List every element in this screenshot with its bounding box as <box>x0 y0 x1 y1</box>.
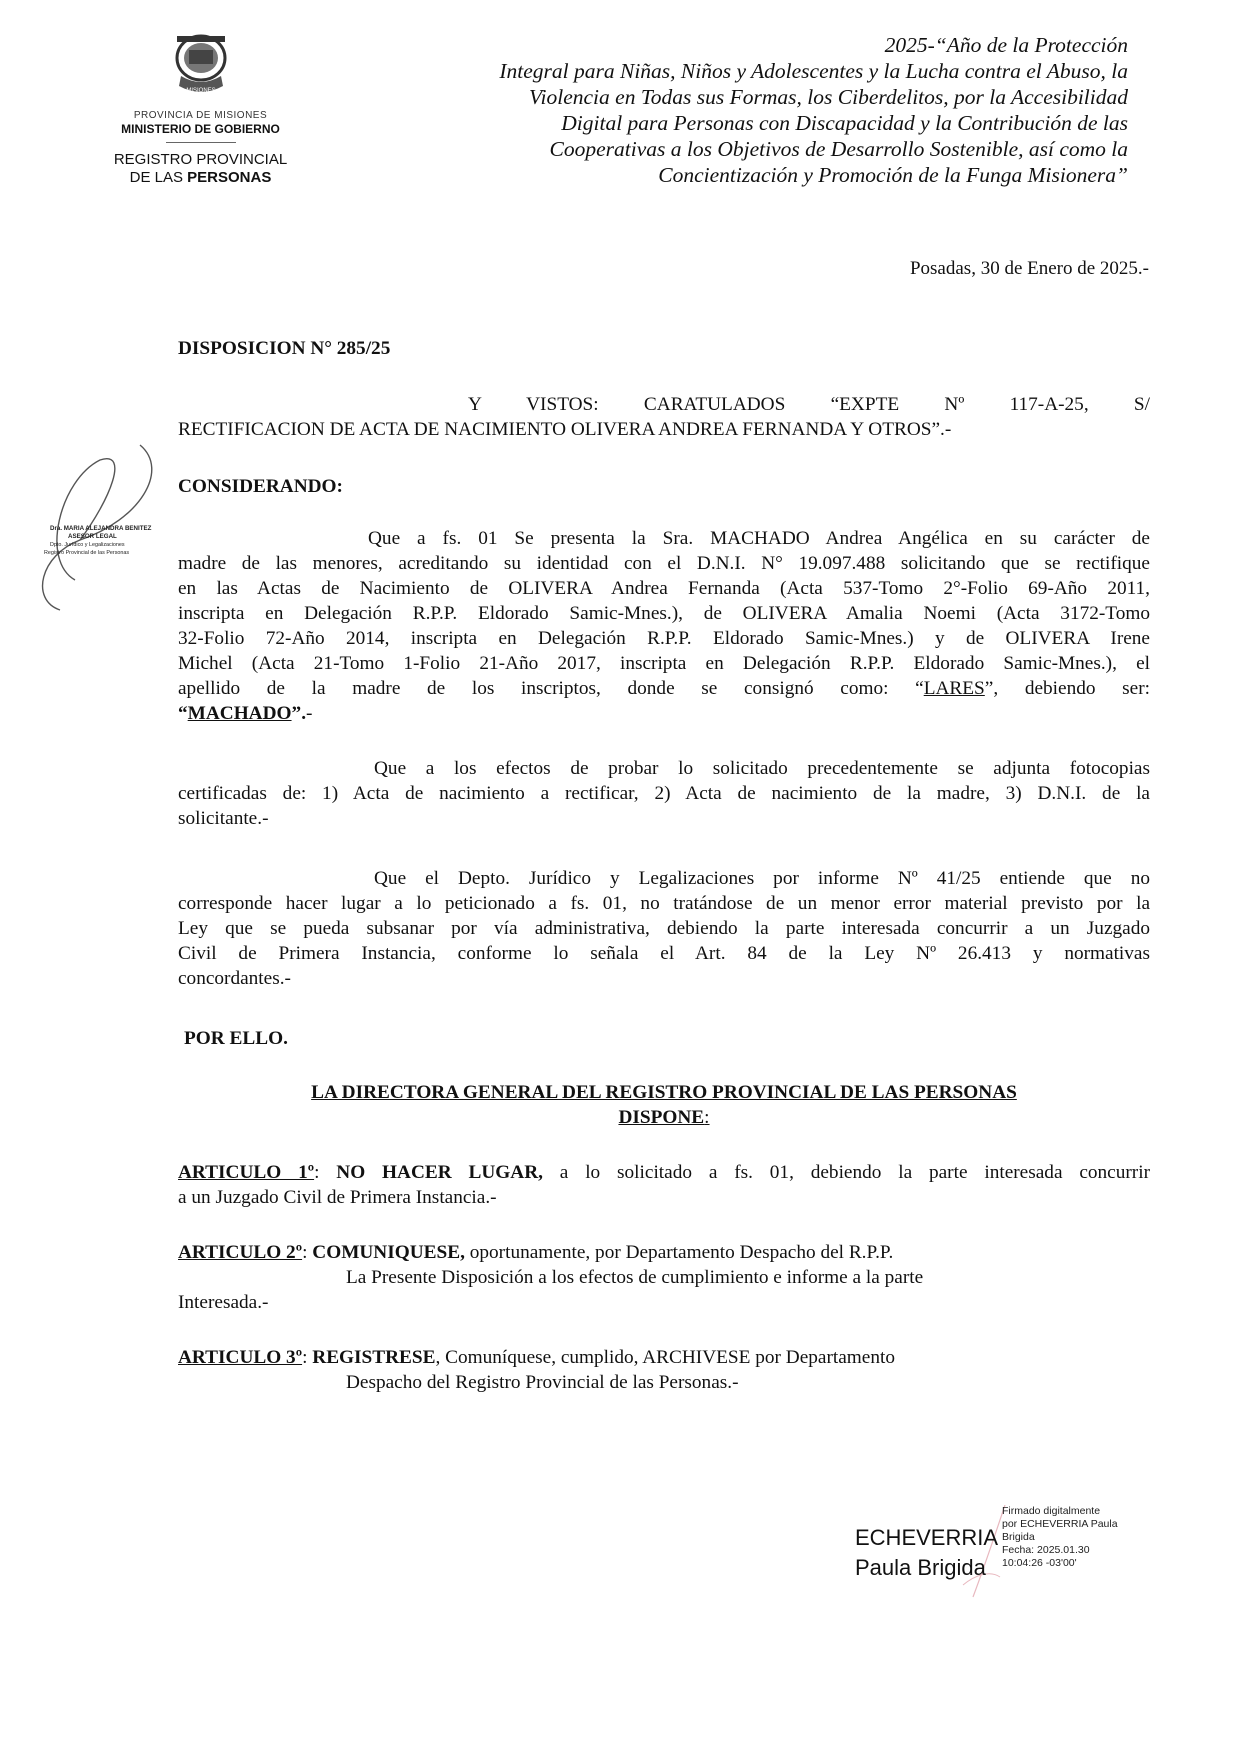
digital-signature <box>855 1505 1145 1605</box>
signature-details: Firmado digitalmente por ECHEVERRIA Paula Brigida Fecha: 2025.01.30 10:04:26 -03'00' <box>1002 1505 1118 1569</box>
paragraph-line: corresponde hacer lugar a lo peticionado a fs. 01, no tratándose de un menor error material previsto por la <box>178 893 1150 914</box>
registry-name-line2: DE LAS PERSONAS <box>129 169 272 186</box>
paragraph-line: en las Actas de Nacimiento de OLIVERA Andrea Fernanda (Acta 537-Tomo 2°-Folio 69-Año 2011, <box>178 578 1150 599</box>
paragraph-line: Civil de Primera Instancia, conforme lo señala el Art. 84 de la Ley Nº 26.413 y normativas <box>178 943 1150 964</box>
paragraph-line: concordantes.- <box>178 968 291 989</box>
article-line: ARTICULO 2º: COMUNIQUESE, oportunamente, por Departamento Despacho del R.P.P. <box>178 1242 894 1263</box>
motto-line: Digital para Personas con Discapacidad y la Contribución de las <box>561 111 1128 135</box>
svg-text:Dpto. Jurídico y Legalizacione: Dpto. Jurídico y Legalizaciones <box>50 542 125 548</box>
por-ello-heading: POR ELLO. <box>184 1028 288 1049</box>
article-1 <box>178 1160 1150 1210</box>
article-line: a un Juzgado Civil de Primera Instancia.- <box>178 1187 497 1208</box>
article-label: ARTICULO 1º <box>178 1162 315 1183</box>
ministry-name: MINISTERIO DE GOBIERNO <box>121 122 280 136</box>
header-divider <box>166 142 236 143</box>
paragraph-line: madre de las menores, acreditando su identidad con el D.N.I. N° 19.097.488 solicitando que se rectifique <box>178 553 1150 574</box>
motto-line: Integral para Niñas, Niños y Adolescentes y la Lucha contra el Abuso, la <box>499 59 1128 83</box>
article-line: La Presente Disposición a los efectos de cumplimiento e informe a la parte <box>346 1267 924 1288</box>
correct-surname: MACHADO <box>187 703 292 724</box>
article-2 <box>178 1240 1150 1315</box>
motto-line: Concientización y Promoción de la Funga Misionera” <box>658 163 1128 187</box>
wrong-surname: LARES <box>923 678 985 699</box>
vistos-line2: RECTIFICACION DE ACTA DE NACIMIENTO OLIVERA ANDREA FERNANDA Y OTROS”.- <box>178 419 952 440</box>
director-title-line1: LA DIRECTORA GENERAL DEL REGISTRO PROVINCIAL DE LAS PERSONAS <box>311 1082 1017 1103</box>
considerando-paragraph-1 <box>178 526 1150 726</box>
article-label: ARTICULO 2º <box>178 1242 303 1263</box>
considerando-title: CONSIDERANDO: <box>178 476 343 497</box>
signer-name: ECHEVERRIA Paula Brigida <box>855 1525 999 1580</box>
document-date: Posadas, 30 de Enero de 2025.- <box>909 258 1149 279</box>
paragraph-line: inscripta en Delegación R.P.P. Eldorado Samic-Mnes.), de OLIVERA Amalia Noemi (Acta 3172-Tomo <box>178 603 1150 624</box>
svg-text:Registro Provincial de las Per: Registro Provincial de las Personas <box>44 550 130 556</box>
vistos-section <box>178 392 1150 442</box>
paragraph-line: certificadas de: 1) Acta de nacimiento a rectificar, 2) Acta de nacimiento de la madre, 3) D.N.I. de la <box>178 783 1150 804</box>
vistos-line1: Y VISTOS: CARATULADOS “EXPTE Nº 117-A-25, S/ <box>468 394 1150 415</box>
article-line: ARTICULO 3º: REGISTRESE, Comuníquese, cumplido, ARCHIVESE por Departamento <box>178 1347 895 1368</box>
article-3 <box>178 1345 1150 1395</box>
article-line: Despacho del Registro Provincial de las Personas.- <box>346 1372 739 1393</box>
paragraph-line: Michel (Acta 21-Tomo 1-Folio 21-Año 2017, inscripta en Delegación R.P.P. Eldorado Samic-Mnes.), el <box>178 653 1150 674</box>
considerando-paragraph-2 <box>178 756 1150 831</box>
institution-header <box>88 28 313 187</box>
province-name: PROVINCIA DE MISIONES <box>133 110 268 121</box>
paragraph-line: Que a fs. 01 Se presenta la Sra. MACHADO Andrea Angélica en su carácter de <box>368 528 1150 549</box>
considerando-paragraph-3 <box>178 866 1150 991</box>
handwritten-signature-stamp <box>20 440 170 620</box>
province-seal-icon <box>159 28 243 106</box>
paragraph-line: Que a los efectos de probar lo solicitado precedentemente se adjunta fotocopias <box>374 758 1150 779</box>
article-line: Interesada.- <box>178 1292 269 1313</box>
paragraph-line: apellido de la madre de los inscriptos, donde se consignó como: “LARES”, debiendo ser: <box>178 678 1150 699</box>
motto-line: 2025-“Año de la Protección <box>884 33 1128 57</box>
director-title-line2: DISPONE: <box>618 1107 710 1128</box>
director-title <box>178 1080 1150 1130</box>
paragraph-line: Ley que se pueda subsanar por vía administrativa, debiendo la parte interesada concurrir a un Juzgado <box>178 918 1150 939</box>
motto-line: Cooperativas a los Objetivos de Desarrollo Sostenible, así como la <box>549 137 1128 161</box>
svg-text:ASESOR LEGAL: ASESOR LEGAL <box>68 533 117 540</box>
svg-text:Dra. MARIA ALEJANDRA BENITEZ: Dra. MARIA ALEJANDRA BENITEZ <box>50 525 152 532</box>
paragraph-line: 32-Folio 72-Año 2014, inscripta en Delegación R.P.P. Eldorado Samic-Mnes.) y de OLIVERA Irene <box>178 628 1150 649</box>
paragraph-line: “MACHADO”.- <box>178 703 313 724</box>
year-motto <box>368 32 1128 188</box>
disposition-title: DISPOSICION N° 285/25 <box>178 338 391 359</box>
article-label: ARTICULO 3º <box>178 1347 303 1368</box>
paragraph-line: Que el Depto. Jurídico y Legalizaciones por informe Nº 41/25 entiende que no <box>374 868 1150 889</box>
registry-name-line1: REGISTRO PROVINCIAL <box>113 151 288 168</box>
motto-line: Violencia en Todas sus Formas, los Ciberdelitos, por la Accesibilidad <box>528 85 1128 109</box>
svg-text:MISIONES: MISIONES <box>185 88 216 94</box>
paragraph-line: solicitante.- <box>178 808 269 829</box>
article-line: ARTICULO 1º: NO HACER LUGAR, a lo solicitado a fs. 01, debiendo la parte interesada concurrir <box>178 1162 1150 1183</box>
